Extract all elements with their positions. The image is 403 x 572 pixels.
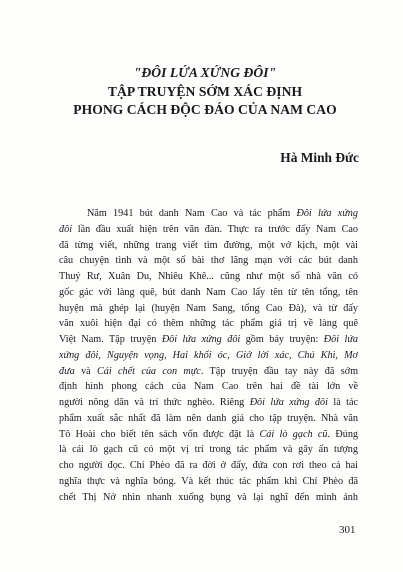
body-line: đôi lần đầu xuất hiện trên văn đàn. Thực ra trước đấy Nam Cao xyxy=(59,223,358,235)
body-line: định hình phong cách của Nam Cao trên hai đề tài lớn về xyxy=(59,381,358,393)
body-line: nghĩa thực và nghĩa bóng. Và kết thúc tác phẩm khi Chí Phèo đã xyxy=(59,475,358,487)
body-paragraph xyxy=(59,206,358,505)
body-line: huyện mà ghép lại (huyện Nam Sang, tổng Cao Đà), và từ đấy xyxy=(59,302,358,314)
body-line: văn xuôi hiện đại có thêm những tác phẩm giá trị về làng quê xyxy=(59,318,358,330)
chapter-title xyxy=(40,64,370,120)
body-line: đưa và Cái chết của con mực. Tập truyện đầu tay này đã sớm xyxy=(59,365,358,377)
body-line: câu chuyện tình và một số bài thơ lãng mạn với các bút danh xyxy=(59,255,358,267)
body-line: người nông dân và trí thức nghèo. Riêng Đôi lứa xứng đôi là tác xyxy=(59,397,358,408)
body-line: gốc gác với làng quê, bút danh Nam Cao lấy tên từ tên tổng, tên xyxy=(59,286,358,298)
body-line: phẩm xuất sắc nhất đã làm nên danh giá cho tập truyện. Nhà văn xyxy=(59,412,358,424)
body-line: Năm 1941 bút danh Nam Cao và tác phẩm Đôi lứa xứng xyxy=(87,208,358,219)
title-line-1: "ĐÔI LỨA XỨNG ĐÔI" xyxy=(133,65,277,80)
body-line: đã từng viết, những trang viết tìm đường, một vở kịch, một vài xyxy=(59,239,358,251)
body-line: cho người đọc. Chí Phèo đã ra đời ở đấy, đứa con rơi theo cả hai xyxy=(59,460,358,471)
body-line: Việt Nam. Tập truyện Đôi lứa xứng đôi gồm bảy truyện: Đôi lứa xyxy=(59,334,358,345)
page-number: 301 xyxy=(339,524,356,536)
title-line-2: TẬP TRUYỆN SỚM XÁC ĐỊNH xyxy=(107,83,303,99)
body-line: là cái lò gạch cũ có một vị trí trong tác phẩm và gây ấn tượng xyxy=(59,444,358,456)
body-line: xứng đôi, Nguyện vọng, Hai khối óc, Giở lời xác, Chú Khì, Mơ xyxy=(59,349,358,361)
body-line: Thuý Rư, Xuân Du, Nhiêu Khê... cũng như một số nhà văn có xyxy=(59,271,358,282)
title-line-3: PHONG CÁCH ĐỘC ĐÁO CỦA NAM CAO xyxy=(73,102,337,117)
body-line: Tô Hoài cho biết tên sách vốn được đặt là Cái lò gạch cũ. Đúng xyxy=(59,428,358,440)
body-line: chết Thị Nở nhìn nhanh xuống bụng và lại nghĩ đến mình ảnh xyxy=(59,491,358,503)
author-name: Hà Minh Đức xyxy=(280,150,359,165)
